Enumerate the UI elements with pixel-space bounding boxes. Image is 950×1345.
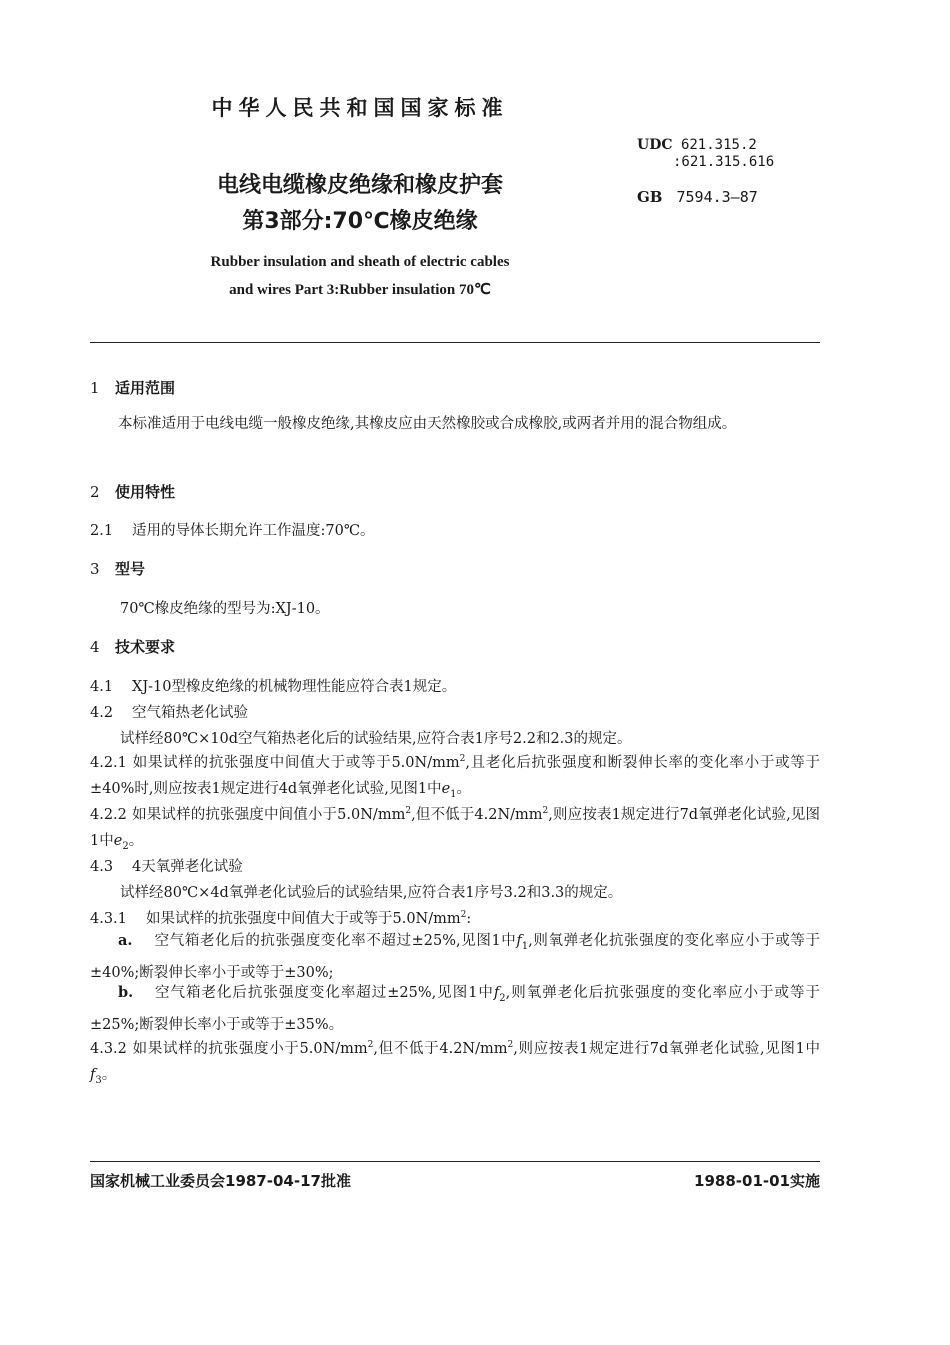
section-4-number: 4 xyxy=(90,638,100,656)
clause-4-3-2-end: 。 xyxy=(101,1066,117,1083)
clause-4-2-2-subscript: 2 xyxy=(122,840,129,852)
item-b-text-a: 空气箱老化后抗张强度变化率超过±25%,见图1中 xyxy=(154,985,494,1001)
gb-label: GB xyxy=(637,188,663,206)
clause-4-1-number: 4.1 xyxy=(90,679,114,695)
clause-4-1 xyxy=(90,675,820,696)
clause-4-2-body: 试样经80℃×10d空气箱热老化后的试验结果,应符合表1序号2.2和2.3的规定。 xyxy=(120,731,632,747)
item-a-label: a. xyxy=(118,932,133,949)
clause-4-2 xyxy=(90,701,820,722)
footer-rule xyxy=(90,1161,820,1162)
item-b-symbol: f xyxy=(493,985,500,1001)
section-2-title: 使用特性 xyxy=(115,483,176,501)
item-b-label: b. xyxy=(118,984,134,1001)
item-a-subscript: 1 xyxy=(521,940,529,952)
section-1-heading xyxy=(90,377,175,398)
item-b-subscript: 2 xyxy=(499,992,506,1004)
clause-4-3-number: 4.3 xyxy=(90,859,114,875)
clause-4-3-2-text-a: 如果试样的抗张强度小于5.0N/mm xyxy=(132,1040,368,1057)
clause-4-2-1-text-b: ,且老化后抗张强度和断裂伸长率的变化率小于或等于±40%时,则应按表1规定进行4d氧弹老化试验,见图1中 xyxy=(90,754,820,797)
clause-2-1-text: 适用的导体长期允许工作温度:70℃。 xyxy=(132,523,375,539)
clause-2-1 xyxy=(90,519,820,540)
section-2-heading xyxy=(90,481,175,502)
section-4-heading xyxy=(90,636,175,657)
clause-4-2-1-end: 。 xyxy=(456,780,472,797)
clause-4-3-text: 4天氧弹老化试验 xyxy=(132,859,243,875)
udc-code xyxy=(637,137,774,171)
section-3-number: 3 xyxy=(90,560,100,578)
item-a-text-b: ,则氧弹老化抗张强度的变化率应小于或等于±40%;断裂伸长率小于或等于±30%; xyxy=(90,933,820,981)
clause-4-2-1-text-a: 如果试样的抗张强度中间值大于或等于5.0N/mm xyxy=(132,754,460,771)
clause-4-2-1-subscript: 1 xyxy=(450,788,457,800)
title-cn-line-1: 电线电缆橡皮绝缘和橡皮护套 xyxy=(216,173,503,198)
clause-2-1-number: 2.1 xyxy=(90,523,114,539)
udc-line-1: 621.315.2 xyxy=(680,137,757,153)
clause-4-3 xyxy=(90,855,820,876)
clause-4-2-2-end: 。 xyxy=(128,832,144,849)
standard-header-title: 中华人民共和国国家标准 xyxy=(211,96,509,120)
item-b-text-b: ,则氧弹老化后抗张强度的变化率应小于或等于±25%;断裂伸长率小于或等于±35%。 xyxy=(90,985,820,1033)
clause-4-3-1-text: 如果试样的抗张强度中间值大于或等于5.0N/mm xyxy=(146,911,461,927)
item-a-text-a: 空气箱老化后的抗张强度变化率不超过±25%,见图1中 xyxy=(154,933,517,949)
title-en-line-1: Rubber insulation and sheath of electric cables xyxy=(210,254,510,270)
clause-4-3-2-sup-2: 2 xyxy=(507,1040,514,1050)
section-4-title: 技术要求 xyxy=(115,638,176,656)
clause-4-2-2-symbol: e xyxy=(113,832,123,849)
title-cn-line-2: 第3部分:70℃橡皮绝缘 xyxy=(242,209,478,234)
item-a xyxy=(90,928,820,986)
clause-4-2-2 xyxy=(90,798,820,860)
header-rule xyxy=(90,342,820,343)
clause-4-2-2-sup-2: 2 xyxy=(542,806,549,816)
clause-4-3-1-sup: 2 xyxy=(460,910,467,921)
clause-4-3-2-text-b: ,但不低于4.2N/mm xyxy=(373,1040,508,1057)
clause-4-1-text: XJ-10型橡皮绝缘的机械物理性能应符合表1规定。 xyxy=(132,679,457,695)
section-1-text: 本标准适用于电线电缆一般橡皮绝缘,其橡皮应由天然橡胶或合成橡胶,或两者并用的混合物组成。 xyxy=(118,416,737,432)
udc-line-2: :621.315.616 xyxy=(673,154,775,170)
clause-4-2-2-text-a: 如果试样的抗张强度中间值小于5.0N/mm xyxy=(132,806,406,823)
clause-4-3-2-number: 4.3.2 xyxy=(90,1040,127,1057)
title-en-line-2: and wires Part 3:Rubber insulation 70℃ xyxy=(229,282,491,298)
approval-date: 国家机械工业委员会1987-04-17批准 xyxy=(90,1172,351,1190)
section-1-title: 适用范围 xyxy=(115,379,176,397)
clause-4-3-2-text-c: ,则应按表1规定进行7d氧弹老化试验,见图1中 xyxy=(513,1040,820,1057)
gb-number-value: 7594.3—87 xyxy=(676,188,758,206)
clause-4-2-1-number: 4.2.1 xyxy=(90,754,127,771)
clause-4-3-2-symbol: f xyxy=(90,1066,96,1083)
clause-4-2-1-symbol: e xyxy=(441,780,451,797)
section-2-number: 2 xyxy=(90,483,100,501)
item-a-symbol: f xyxy=(516,933,522,949)
section-3-title: 型号 xyxy=(115,560,146,578)
clause-4-2-1-sup: 2 xyxy=(459,754,466,764)
clause-4-2-2-number: 4.2.2 xyxy=(90,806,127,823)
clause-4-2-number: 4.2 xyxy=(90,705,114,721)
section-3-heading xyxy=(90,558,145,579)
clause-4-3-1-tail: : xyxy=(466,911,472,927)
clause-4-2-2-sup-1: 2 xyxy=(405,806,412,816)
item-b xyxy=(90,980,820,1038)
section-3-text: 70℃橡皮绝缘的型号为:XJ-10。 xyxy=(120,601,330,617)
clause-4-3-2 xyxy=(90,1032,820,1094)
clause-4-3-1 xyxy=(90,907,820,928)
clause-4-2-text: 空气箱热老化试验 xyxy=(132,705,248,721)
udc-label: UDC xyxy=(637,137,673,153)
clause-4-3-body: 试样经80℃×4d氧弹老化试验后的试验结果,应符合表1序号3.2和3.3的规定。 xyxy=(120,885,623,901)
section-1-number: 1 xyxy=(90,379,100,397)
clause-4-2-2-text-b: ,但不低于4.2N/mm xyxy=(411,806,543,823)
clause-4-3-2-sup-1: 2 xyxy=(367,1040,374,1050)
clause-4-3-2-subscript: 3 xyxy=(95,1074,102,1086)
clause-4-2-2-text-c: ,则应按表1规定进行7d氧弹老化试验,见图1中 xyxy=(90,806,821,849)
clause-4-3-1-number: 4.3.1 xyxy=(90,911,127,927)
effective-date: 1988-01-01实施 xyxy=(694,1172,820,1190)
